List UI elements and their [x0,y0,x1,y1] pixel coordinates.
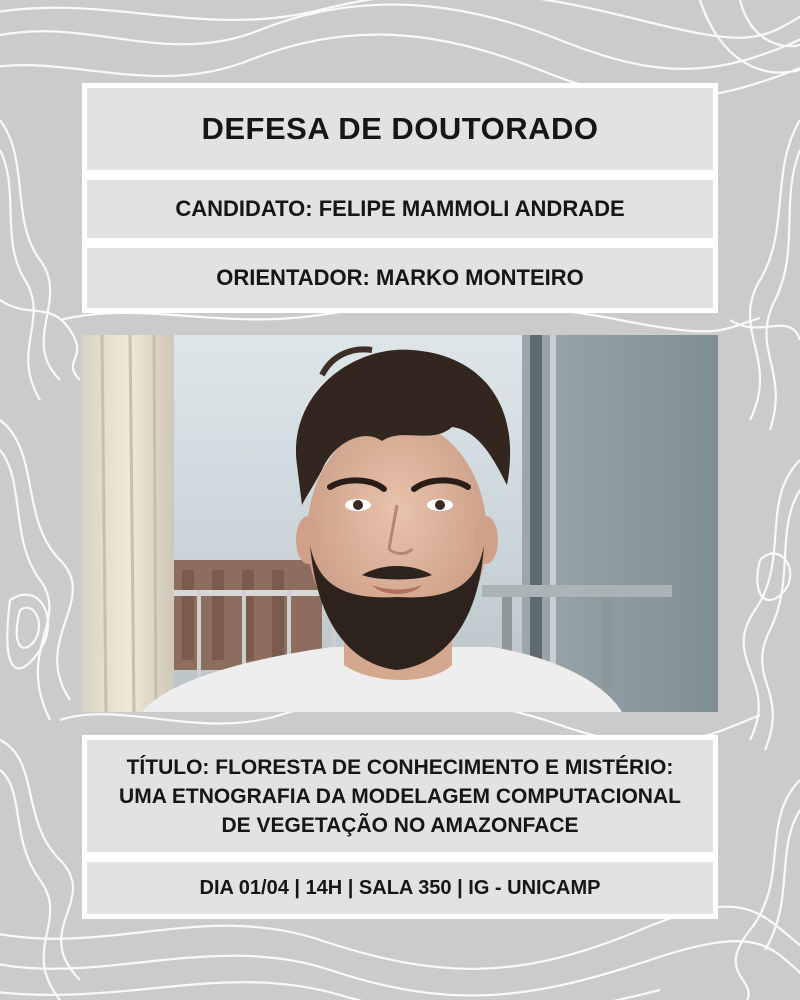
event-info-text: DIA 01/04 | 14H | SALA 350 | IG - UNICAMP [199,876,601,899]
candidate-box [82,175,718,243]
thesis-title-box [82,735,718,857]
advisor-text: ORIENTADOR: MARKO MONTEIRO [216,265,584,290]
event-info-box [82,857,718,919]
event-heading [82,83,718,175]
candidate-text: CANDIDATO: FELIPE MAMMOLI ANDRADE [175,196,625,221]
event-heading-text: DEFESA DE DOUTORADO [201,111,599,146]
advisor-box [82,243,718,313]
thesis-title-text: TÍTULO: FLORESTA DE CONHECIMENTO E MISTÉRIO: UMA ETNOGRAFIA DA MODELAGEM COMPUTACIONAL DE VEGETAÇÃO NO AMAZONFACE [119,755,681,837]
candidate-photo [82,335,718,712]
